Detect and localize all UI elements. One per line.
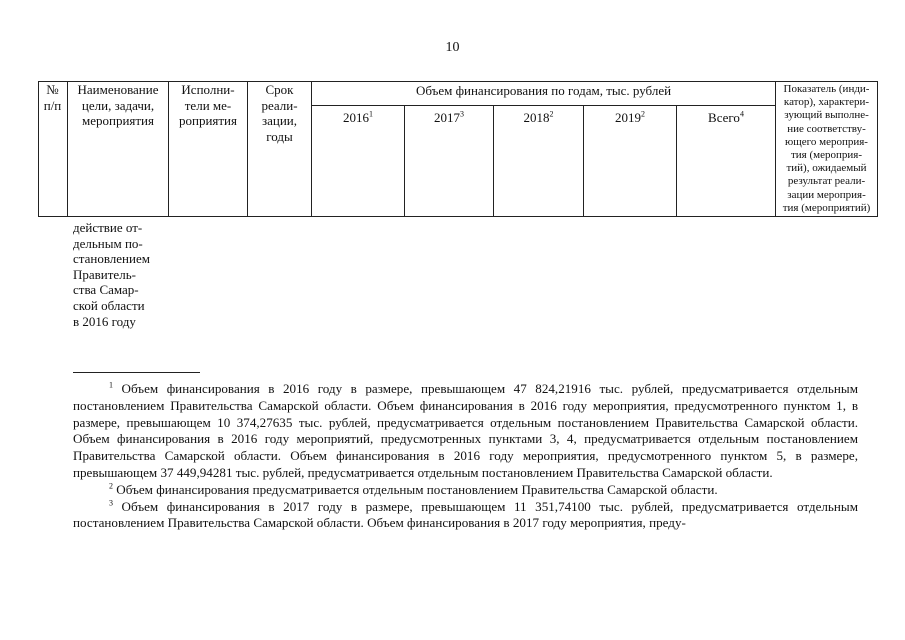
header-total: Всего$^4$ — [708, 109, 744, 125]
footnote-3: $^3$ Объем финансирования в 2017 году в размере, превышающем 11 351,74100 тыс. рублей, предусматривается отдельным постановлением Правительства Самарской области. Объем финансирования в 2017 году мероприятия, преду- — [73, 498, 858, 531]
header-year-2018: 2018$^2$ — [523, 109, 554, 125]
header-executors — [169, 82, 247, 129]
header-line: п/п — [43, 97, 62, 113]
footnote-1: $^1$ Объем финансирования в 2016 году в размере, превышающем 47 824,21916 тыс. рублей, предусматривается отдельным постановлением Правительства Самарской области. Объем финансирования в 2016 году мероприятия, предусмотренного пунктом 1, в размере, превышающем 10 374,27635 тыс. рублей, предусматривается отдельным постановлением Правительства Самарской области. Объем финансирования в 2016 году мероприятий, предусмотренных пунктами 3, 4, предусматривается отдельным постановлением Правительства Самарской области. Объем финансирования в 2016 году мероприятия, предусмотренного пунктом 5, в размере, превышающем 37 449,94281 тыс. рублей, предусматривается отдельным постановлением Правительства Самарской области. — [73, 380, 858, 480]
page-number: 10 — [445, 40, 460, 55]
text-line: ской области — [73, 297, 145, 313]
header-line: ние соответству- — [787, 122, 866, 135]
header-line: зующий выполне- — [784, 109, 869, 122]
footnotes — [73, 381, 858, 532]
header-line: № — [46, 82, 59, 97]
text-line: дельным по- — [73, 235, 143, 251]
header-line: Наименование — [77, 82, 159, 97]
text-line: в 2016 году — [73, 313, 136, 329]
footnote-separator — [73, 372, 200, 373]
header-line: результат реали- — [787, 175, 866, 188]
header-line: цели, задачи, — [81, 97, 155, 113]
header-indicator — [776, 83, 877, 215]
column-divider — [311, 81, 312, 217]
text-line: действие от- — [73, 220, 143, 235]
header-year-2017: 2017$^3$ — [434, 109, 464, 125]
header-line: тели ме- — [184, 97, 232, 113]
header-number — [38, 82, 67, 113]
table-right-border — [877, 81, 878, 217]
text-line: ства Самар- — [73, 282, 139, 298]
header-line: Срок — [265, 82, 294, 97]
financing-table-header — [38, 81, 878, 217]
header-line: годы — [266, 128, 293, 144]
header-line: Исполни- — [181, 82, 235, 97]
header-name — [68, 82, 168, 129]
header-line: реали- — [261, 97, 298, 113]
text-line: Правитель- — [73, 266, 136, 282]
header-line: катор), характери- — [783, 96, 870, 109]
header-line: Показатель (инди- — [783, 83, 870, 95]
header-line: зации мероприя- — [787, 188, 866, 201]
continuation-cell-text — [73, 220, 173, 329]
header-term — [248, 82, 311, 144]
header-line: ющего мероприя- — [785, 135, 868, 148]
header-year-2019: 2019$^2$ — [615, 109, 645, 125]
footnote-2: $^2$ Объем финансирования предусматривается отдельным постановлением Правительства Самарской области. — [109, 481, 718, 497]
header-line: тия (мероприя- — [790, 149, 862, 162]
table-bottom-border — [38, 216, 878, 217]
header-line: тия (мероприятий) — [782, 201, 871, 214]
finance-subheader-border — [311, 105, 775, 106]
header-line: роприятия — [178, 113, 237, 128]
header-line: мероприятия — [81, 113, 154, 128]
header-year-2016: 2016$^1$ — [343, 109, 373, 125]
text-line: становлением — [73, 251, 150, 267]
header-line: тий), ожидаемый — [786, 162, 867, 175]
header-financing: Объем финансирования по годам, тыс. рублей — [415, 83, 672, 98]
header-line: зации, — [261, 113, 298, 128]
